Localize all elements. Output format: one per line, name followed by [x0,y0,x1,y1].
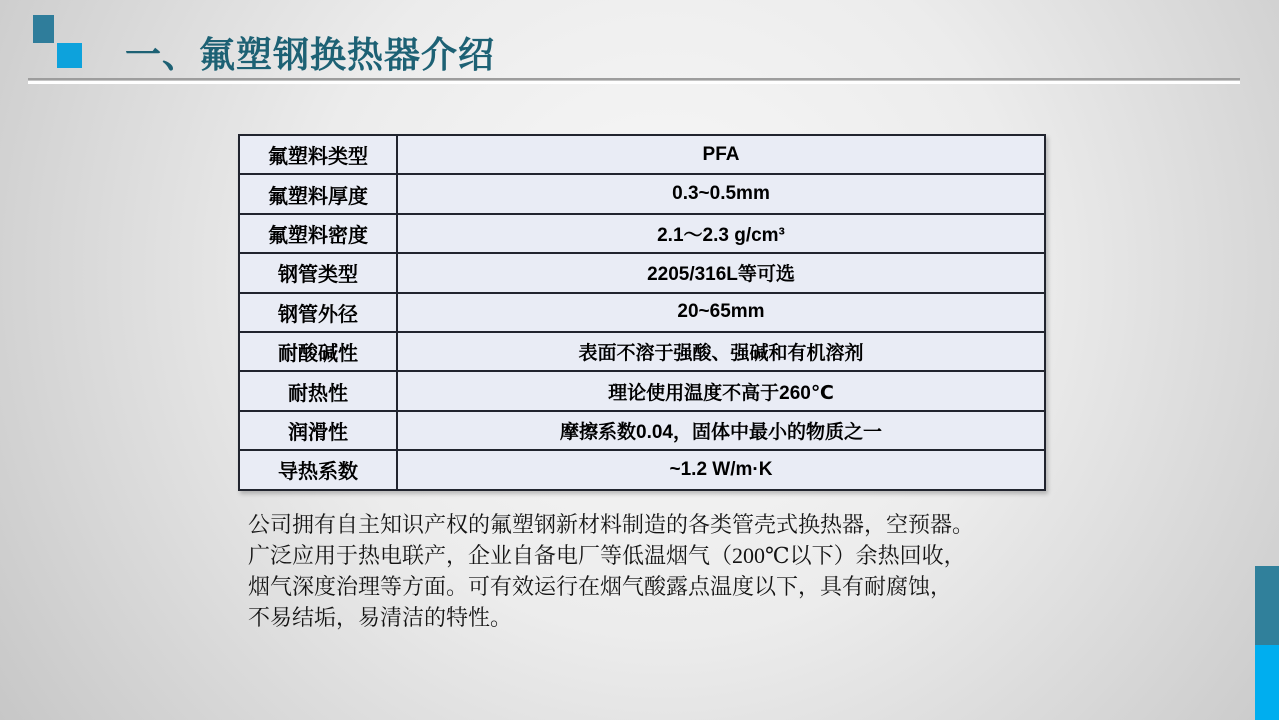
row-value: 摩擦系数0.04，固体中最小的物质之一 [560,421,882,443]
table-row [240,136,1044,175]
row-value: 20~65mm [677,301,765,323]
row-value: 表面不溶于强酸、强碱和有机溶剂 [578,343,864,365]
paragraph-line: 烟气深度治理等方面。可有效运行在烟气酸露点温度以下，具有耐腐蚀， [248,574,953,599]
row-label: 钢管类型 [240,254,398,291]
title-divider-line [28,78,1240,84]
table-row [240,294,1044,333]
row-value: 2.1～2.3 g/cm³ [657,224,785,246]
table-row [240,333,1044,372]
table-row [240,175,1044,214]
body-paragraph [248,509,1053,633]
row-value: 0.3~0.5mm [672,183,770,205]
table-row [240,412,1044,451]
row-label: 耐热性 [240,372,398,409]
row-label: 氟塑料厚度 [240,175,398,212]
table-row [240,451,1044,488]
paragraph-line: 广泛应用于热电联产，企业自备电厂等低温烟气（200℃以下）余热回收， [248,543,966,568]
paragraph-line: 公司拥有自主知识产权的氟塑钢新材料制造的各类管壳式换热器，空预器。 [248,512,975,537]
row-label: 氟塑料类型 [240,136,398,173]
spec-table [238,134,1046,491]
row-label: 氟塑料密度 [240,215,398,252]
title-decor-square-blue [57,43,82,68]
edge-decor-bar-blue [1255,645,1279,720]
slide-title: 一、氟塑钢换热器介绍 [125,34,496,75]
row-value: PFA [702,143,740,165]
edge-decor-bar-teal [1255,566,1279,645]
row-value: 理论使用温度不高于260℃ [608,382,834,404]
row-label: 润滑性 [240,412,398,449]
table-row [240,215,1044,254]
row-label: 钢管外径 [240,294,398,331]
table-row [240,372,1044,411]
row-label: 导热系数 [240,451,398,488]
row-label: 耐酸碱性 [240,333,398,370]
title-decor-square-teal [33,15,54,43]
paragraph-line: 不易结垢，易清洁的特性。 [248,605,513,630]
row-value: 2205/316L等可选 [647,264,795,286]
table-row [240,254,1044,293]
row-value: ~1.2 W/m·K [669,458,773,480]
